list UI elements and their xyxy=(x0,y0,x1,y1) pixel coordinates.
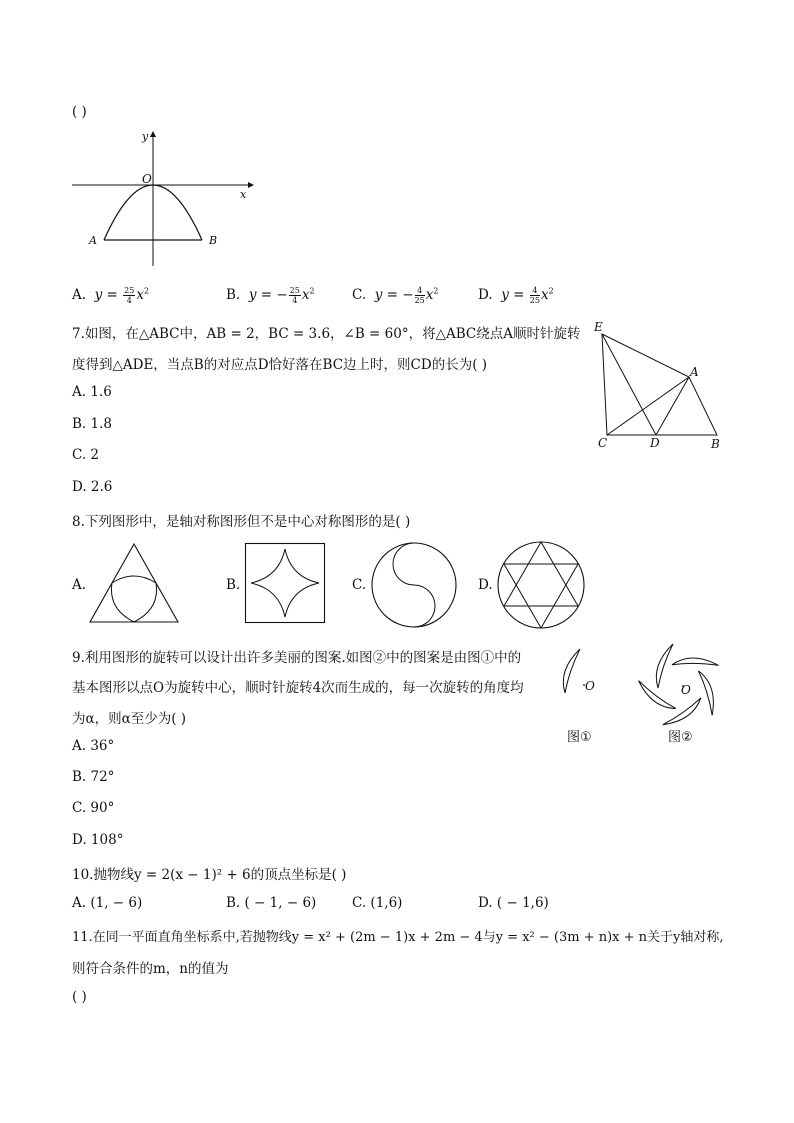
q8-figure-c xyxy=(370,541,458,629)
y-axis-label: y xyxy=(142,130,149,143)
q6-answer-paren: ( ) xyxy=(72,104,87,120)
q7-option-a[interactable]: A. 1.6 xyxy=(72,384,112,400)
q9-figure-1 xyxy=(555,645,615,750)
q8-option-b[interactable]: B. xyxy=(226,577,241,593)
point-a-label: A xyxy=(690,365,699,379)
q7-option-b[interactable]: B. 1.8 xyxy=(72,416,112,432)
center-o-label: O xyxy=(585,679,595,693)
fig2-caption: 图② xyxy=(668,730,693,745)
q7-option-d[interactable]: D. 2.6 xyxy=(72,479,113,495)
origin-label: O xyxy=(142,172,152,186)
q6-choice-b[interactable]: B. y = − $\frac{25}{4}$ $x^2$ xyxy=(226,286,315,305)
fig1-caption: 图① xyxy=(567,730,592,745)
q7-triangle-figure xyxy=(590,318,730,453)
q10-option-c[interactable]: C. (1,6) xyxy=(352,895,403,911)
q10-option-d[interactable]: D. ( − 1,6) xyxy=(478,895,549,911)
q8-option-d[interactable]: D. xyxy=(478,577,493,593)
q9-stem-line2: 基本图形以点O为旋转中心，顺时针旋转4次而生成的，每一次旋转的角度均 xyxy=(72,680,524,696)
q11-stem-line2: 则符合条件的m，n的值为 xyxy=(72,961,229,977)
q7-stem-line2: 度得到△ADE，当点B的对应点D恰好落在BC边上时，则CD的长为( ) xyxy=(72,357,488,373)
point-c-label: C xyxy=(598,436,608,450)
q10-option-b[interactable]: B. ( − 1, − 6) xyxy=(226,895,317,911)
q8-option-c[interactable]: C. xyxy=(352,577,367,593)
point-e-label: E xyxy=(594,320,603,334)
q6-parabola-graph xyxy=(70,128,260,273)
point-b-label: B xyxy=(711,437,720,451)
q11-stem-line1: 11.在同一平面直角坐标系中,若抛物线y = x² + (2m − 1)x + 2m − 4与y = x² − (3m + n)x + n关于y轴对称, xyxy=(72,930,724,945)
q9-figure-2 xyxy=(628,640,728,750)
q6-choice-a[interactable]: A. y = $\frac{25}{4}$ $x^2$ xyxy=(72,286,150,305)
point-b-label: B xyxy=(209,234,218,247)
q10-option-a[interactable]: A. (1, − 6) xyxy=(72,895,143,911)
q9-option-c[interactable]: C. 90° xyxy=(72,800,115,816)
q9-stem-line1: 9.利用图形的旋转可以设计出许多美丽的图案.如图②中的图案是由图①中的 xyxy=(72,650,522,666)
q8-figure-b xyxy=(245,543,325,623)
q9-option-d[interactable]: D. 108° xyxy=(72,832,124,848)
q8-figure-d xyxy=(496,540,586,630)
q7-option-c[interactable]: C. 2 xyxy=(72,447,100,463)
q9-option-a[interactable]: A. 36° xyxy=(72,738,115,754)
q7-stem-line1: 7.如图，在△ABC中，AB = 2，BC = 3.6，∠B = 60°，将△ABC绕点A顺时针旋转 xyxy=(72,326,581,342)
q11-answer-paren: ( ) xyxy=(72,989,87,1005)
q9-option-b[interactable]: B. 72° xyxy=(72,769,115,785)
q8-stem: 8.下列图形中，是轴对称图形但不是中心对称图形的是( ) xyxy=(72,514,411,530)
q10-stem: 10.抛物线y = 2(x − 1)² + 6的顶点坐标是( ) xyxy=(72,867,347,883)
q6-choice-d[interactable]: D. y = $\frac{4}{25}$ $x^2$ xyxy=(478,286,554,305)
point-a-label: A xyxy=(89,234,97,247)
q9-stem-line3: 为α，则α至少为( ) xyxy=(72,711,187,727)
q8-figure-a xyxy=(90,543,180,623)
point-d-label: D xyxy=(650,436,660,450)
x-axis-label: x xyxy=(240,188,247,201)
q8-option-a[interactable]: A. xyxy=(72,577,87,593)
q6-choice-c[interactable]: C. y = − $\frac{4}{25}$ $x^2$ xyxy=(352,286,439,305)
center-o-label: O xyxy=(681,683,691,697)
